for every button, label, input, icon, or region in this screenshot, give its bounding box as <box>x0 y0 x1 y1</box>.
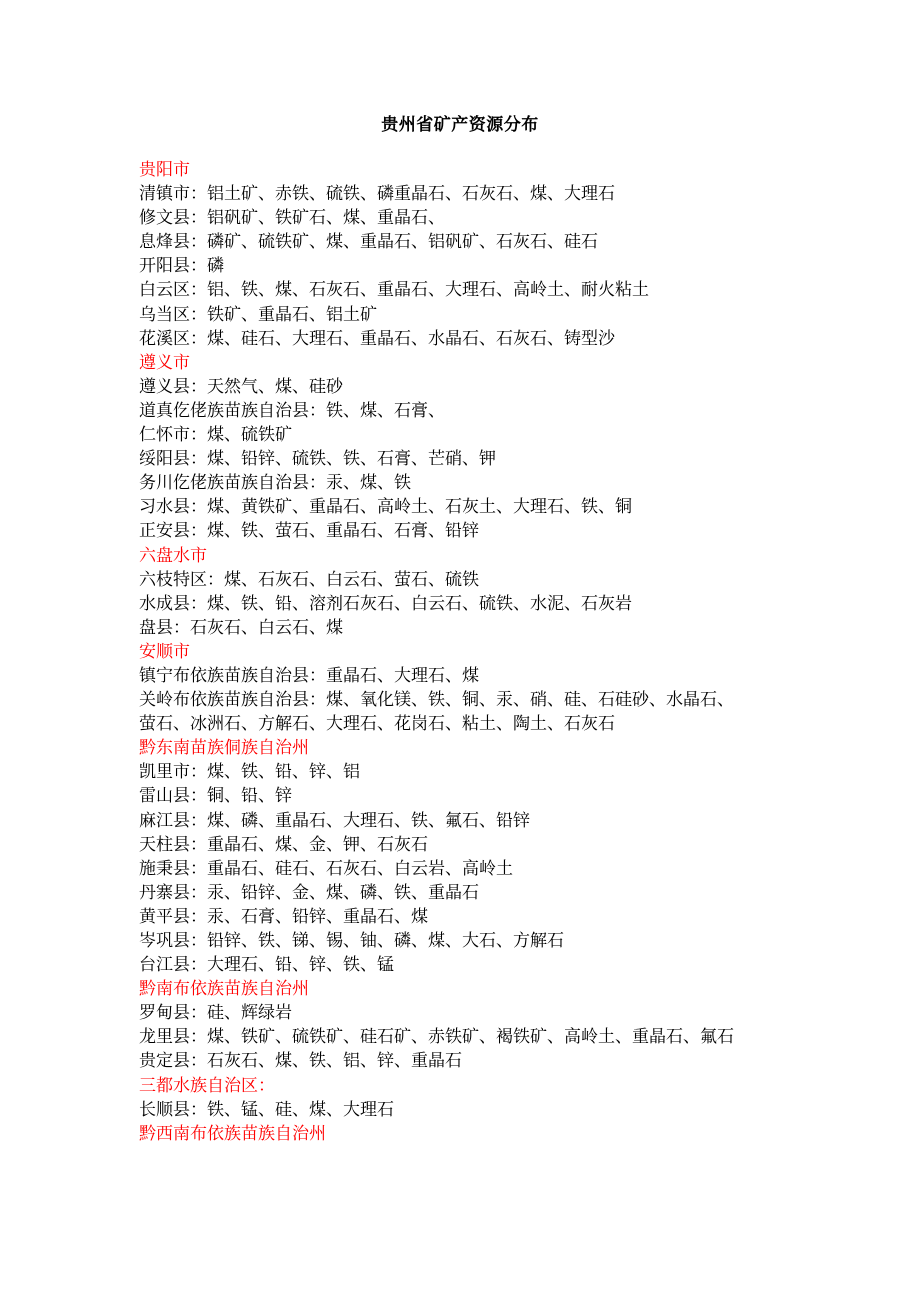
page-title: 贵州省矿产资源分布 <box>381 115 539 135</box>
county-entry: 贵定县：石灰石、煤、铁、铝、锌、重晶石 <box>139 1051 462 1072</box>
county-entry: 六枝特区：煤、石灰石、白云石、萤石、硫铁 <box>139 569 479 590</box>
county-entry: 黄平县：汞、石膏、铅锌、重晶石、煤 <box>139 906 428 927</box>
county-entry: 镇宁布依族苗族自治县：重晶石、大理石、煤 <box>139 665 479 686</box>
county-entry: 遵义县：天然气、煤、硅砂 <box>139 376 343 397</box>
region-heading: 黔西南布依族苗族自治州 <box>139 1123 326 1144</box>
county-entry: 罗甸县：硅、辉绿岩 <box>139 1003 292 1024</box>
county-entry: 雷山县：铜、铅、锌 <box>139 786 292 807</box>
county-entry: 花溪区：煤、硅石、大理石、重晶石、水晶石、石灰石、铸型沙 <box>139 328 615 349</box>
county-entry: 天柱县：重晶石、煤、金、钾、石灰石 <box>139 834 428 855</box>
county-entry: 岑巩县：铅锌、铁、锑、锡、铀、磷、煤、大石、方解石 <box>139 931 564 951</box>
county-entry: 水成县：煤、铁、铅、溶剂石灰石、白云石、硫铁、水泥、石灰岩 <box>139 593 632 614</box>
county-entry: 白云区：铝、铁、煤、石灰石、重晶石、大理石、高岭土、耐火粘土 <box>139 280 649 301</box>
region-heading: 贵阳市 <box>139 160 190 180</box>
county-entry: 仁怀市：煤、硫铁矿 <box>139 425 292 446</box>
county-entry: 务川仡佬族苗族自治县：汞、煤、铁 <box>139 473 411 494</box>
county-entry: 习水县：煤、黄铁矿、重晶石、高岭土、石灰土、大理石、铁、铜 <box>139 497 632 518</box>
resource-list <box>139 158 799 1146</box>
county-entry: 丹寨县：汞、铅锌、金、煤、磷、铁、重晶石 <box>139 882 479 903</box>
county-entry: 盘县：石灰石、白云石、煤 <box>139 617 343 638</box>
county-entry: 麻江县：煤、磷、重晶石、大理石、铁、氟石、铅锌 <box>139 810 530 831</box>
region-heading: 六盘水市 <box>139 545 207 566</box>
region-heading: 三都水族自治区： <box>139 1075 275 1096</box>
county-entry: 龙里县：煤、铁矿、硫铁矿、硅石矿、赤铁矿、褐铁矿、高岭土、重晶石、氟石 <box>139 1027 734 1048</box>
county-entry: 清镇市：铝土矿、赤铁、硫铁、磷重晶石、石灰石、煤、大理石 <box>139 184 615 205</box>
county-entry: 施秉县：重晶石、硅石、石灰石、白云岩、高岭土 <box>139 858 513 879</box>
region-heading: 黔东南苗族侗族自治州 <box>139 738 309 759</box>
county-entry: 息烽县：磷矿、硫铁矿、煤、重晶石、铝矾矿、石灰石、硅石 <box>139 232 598 253</box>
county-entry: 道真仡佬族苗族自治县：铁、煤、石膏、 <box>139 400 445 421</box>
county-entry: 台江县：大理石、铅、锌、铁、锰 <box>139 955 394 976</box>
county-entry: 凯里市：煤、铁、铅、锌、铝 <box>139 762 360 783</box>
county-entry: 萤石、冰洲石、方解石、大理石、花岗石、粘土、陶土、石灰石 <box>139 714 615 735</box>
region-heading: 遵义市 <box>139 352 190 373</box>
county-entry: 关岭布依族苗族自治县：煤、氧化镁、铁、铜、汞、硝、硅、石硅砂、水晶石、 <box>139 690 734 711</box>
county-entry: 长顺县：铁、锰、硅、煤、大理石 <box>139 1099 394 1120</box>
county-entry: 修文县：铝矾矿、铁矿石、煤、重晶石、 <box>139 208 445 229</box>
region-heading: 安顺市 <box>139 641 190 662</box>
region-heading: 黔南布依族苗族自治州 <box>139 979 309 1000</box>
county-entry: 正安县：煤、铁、萤石、重晶石、石膏、铅锌 <box>139 521 479 542</box>
county-entry: 乌当区：铁矿、重晶石、铝土矿 <box>139 304 377 325</box>
county-entry: 开阳县：磷 <box>139 256 224 277</box>
county-entry: 绥阳县：煤、铅锌、硫铁、铁、石膏、芒硝、钾 <box>139 449 496 470</box>
